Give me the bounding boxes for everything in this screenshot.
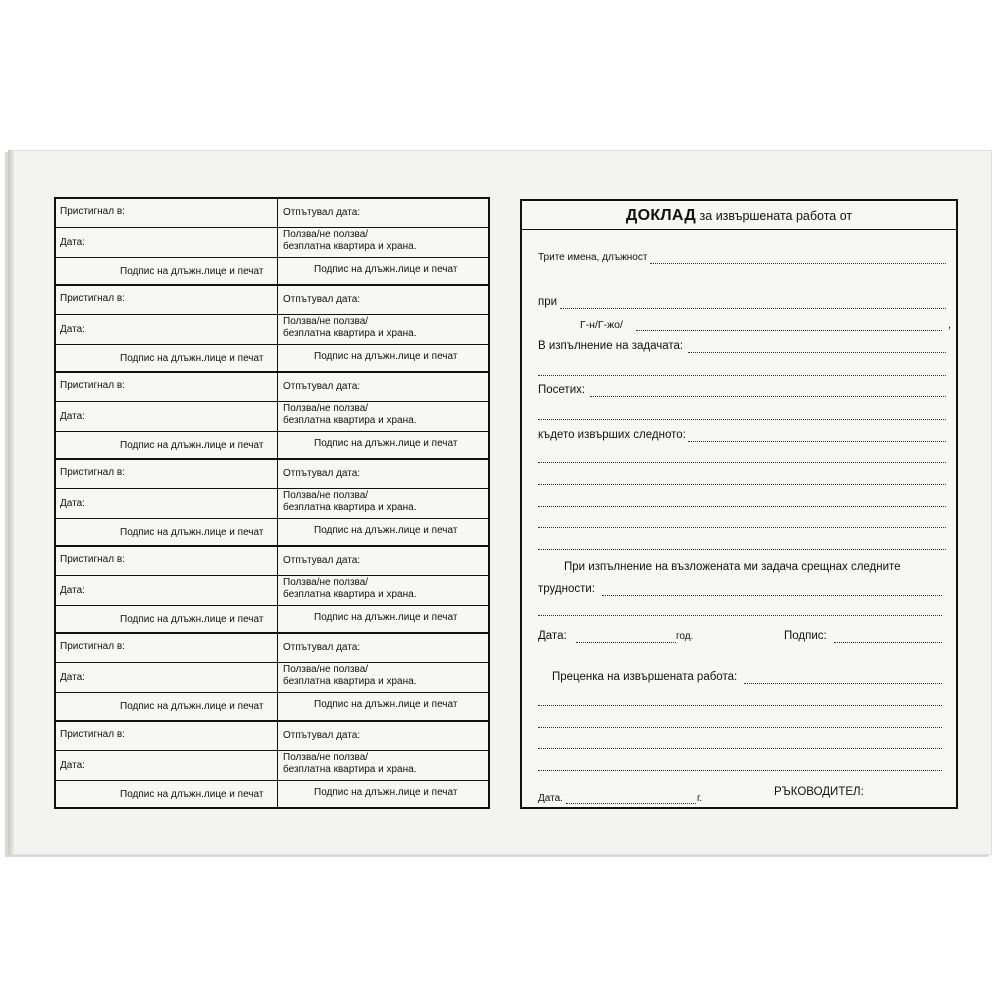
at-field[interactable] <box>560 308 946 309</box>
date-label: Дата: <box>60 585 85 597</box>
benefit-line2: безплатна квартира и храна. <box>283 589 417 601</box>
stamp-block <box>56 634 488 721</box>
column-divider <box>277 286 278 371</box>
names-label: Трите имена, длъжност <box>538 252 648 263</box>
signature-right-label: Подпис на длъжн.лице и печат <box>314 351 458 363</box>
assessment-label: Преценка на извършената работа: <box>552 671 738 683</box>
difficulties-label-line1: При изпълнение на възложената ми задача срещнах следните <box>564 561 901 573</box>
benefit-line2: безплатна квартира и храна. <box>283 415 417 427</box>
year-suffix: год. <box>676 631 694 642</box>
signature-right-label: Подпис на длъжн.лице и печат <box>314 264 458 275</box>
departed-label: Отпътувал дата: <box>283 555 361 567</box>
report-title-rest: за извършената работа от <box>696 209 853 223</box>
row-date <box>56 488 488 519</box>
where-field-5[interactable] <box>538 527 946 528</box>
date-label: Дата: <box>60 759 85 771</box>
signature-left-label: Подпис на длъжн.лице и печат <box>120 527 264 539</box>
date-label: Дата: <box>538 630 567 642</box>
mr-mrs-label: Г-н/Г-жо/ <box>580 319 623 331</box>
arrived-label: Пристигнал в: <box>60 554 125 566</box>
difficulties-label-line2: трудности: <box>538 583 595 595</box>
task-label: В изпълнение на задачата: <box>538 340 684 352</box>
signature-left-label: Подпис на длъжн.лице и печат <box>120 440 264 452</box>
date-bottom-field[interactable] <box>566 803 696 804</box>
row-date <box>56 401 488 432</box>
date-label: Дата: <box>60 237 85 248</box>
report-title <box>522 207 956 225</box>
difficulties-field-2[interactable] <box>538 615 942 616</box>
column-divider <box>277 547 278 632</box>
signature-field[interactable] <box>834 642 942 643</box>
assessment-field-3[interactable] <box>538 727 942 728</box>
signature-right-label: Подпис на длъжн.лице и печат <box>314 699 458 711</box>
signature-left-label: Подпис на длъжн.лице и печат <box>120 788 264 800</box>
benefit-line1: Ползва/не ползва/ <box>283 316 369 328</box>
benefit-line2: безплатна квартира и храна. <box>283 328 417 340</box>
column-divider <box>277 634 278 719</box>
visited-label: Посетих: <box>538 384 586 396</box>
signature-left-label: Подпис на длъжн.лице и печат <box>120 266 264 277</box>
benefit-line1: Ползва/не ползва/ <box>283 664 369 676</box>
work-report-form <box>520 199 958 809</box>
assessment-field-1[interactable] <box>744 683 942 684</box>
benefit-line2: безплатна квартира и храна. <box>283 763 417 775</box>
signature-label: Подпис: <box>784 630 827 642</box>
date-label: Дата: <box>60 498 85 510</box>
row-date <box>56 575 488 606</box>
column-divider <box>277 460 278 545</box>
assessment-field-4[interactable] <box>538 748 942 749</box>
arrived-label: Пристигнал в: <box>60 728 125 740</box>
benefit-line1: Ползва/не ползва/ <box>283 751 369 763</box>
departed-label: Отпътувал дата: <box>283 381 361 393</box>
where-field-4[interactable] <box>538 506 946 507</box>
arrived-label: Пристигнал в: <box>60 293 125 305</box>
date-label: Дата: <box>60 672 85 684</box>
stamp-block <box>56 722 488 809</box>
arrived-label: Пристигнал в: <box>60 641 125 653</box>
row-date <box>56 750 488 781</box>
row-date <box>56 662 488 693</box>
assessment-field-5[interactable] <box>538 770 942 771</box>
departed-label: Отпътувал дата: <box>283 729 361 741</box>
task-field-2[interactable] <box>538 375 946 376</box>
stamp-block <box>56 373 488 460</box>
difficulties-field-1[interactable] <box>602 595 942 596</box>
arrived-label: Пристигнал в: <box>60 467 125 479</box>
signature-left-label: Подпис на длъжн.лице и печат <box>120 353 264 365</box>
at-label: при <box>538 296 558 308</box>
benefit-line1: Ползва/не ползва/ <box>283 577 369 589</box>
row-date <box>56 314 488 345</box>
date-field[interactable] <box>576 642 676 643</box>
signature-right-label: Подпис на длъжн.лице и печат <box>314 786 458 798</box>
names-field[interactable] <box>650 263 946 264</box>
column-divider <box>277 722 278 809</box>
benefit-line2: безплатна квартира и храна. <box>283 502 417 514</box>
title-rule <box>522 229 956 230</box>
benefit-line1: Ползва/не ползва/ <box>283 490 369 502</box>
stamp-block <box>56 547 488 634</box>
stamp-block <box>56 199 488 286</box>
date-label: Дата: <box>60 324 85 336</box>
departed-label: Отпътувал дата: <box>283 207 361 218</box>
signature-right-label: Подпис на длъжн.лице и печат <box>314 438 458 450</box>
benefit-line2: безплатна квартира и храна. <box>283 676 417 688</box>
assessment-field-2[interactable] <box>538 705 942 706</box>
departed-label: Отпътувал дата: <box>283 468 361 480</box>
report-title-bold: ДОКЛАД <box>625 207 697 224</box>
signature-right-label: Подпис на длъжн.лице и печат <box>314 612 458 624</box>
stamp-block <box>56 460 488 547</box>
manager-label: РЪКОВОДИТЕЛ: <box>774 786 864 798</box>
signature-right-label: Подпис на длъжн.лице и печат <box>314 525 458 537</box>
row-date <box>56 227 488 258</box>
signature-left-label: Подпис на длъжн.лице и печат <box>120 614 264 626</box>
visited-field-1[interactable] <box>590 396 946 397</box>
where-field-6[interactable] <box>538 549 946 550</box>
task-field-1[interactable] <box>688 352 946 353</box>
mr-mrs-comma: , <box>948 319 952 331</box>
benefit-line2: безплатна квартира и храна. <box>283 241 417 252</box>
date-bottom-suffix: г. <box>697 793 703 804</box>
stamp-block <box>56 286 488 373</box>
benefit-line1: Ползва/не ползва/ <box>283 403 369 415</box>
signature-left-label: Подпис на длъжн.лице и печат <box>120 701 264 713</box>
mr-mrs-field[interactable] <box>636 330 942 331</box>
date-label: Дата: <box>60 411 85 423</box>
date-bottom-label: Дата. <box>538 793 563 804</box>
travel-stamp-form <box>54 197 490 809</box>
arrived-label: Пристигнал в: <box>60 380 125 392</box>
where-field-3[interactable] <box>538 484 946 485</box>
where-field-2[interactable] <box>538 462 946 463</box>
arrived-label: Пристигнал в: <box>60 206 125 217</box>
benefit-line1: Ползва/не ползва/ <box>283 229 369 240</box>
where-label: където извърших следното: <box>538 429 686 441</box>
column-divider <box>277 199 278 284</box>
column-divider <box>277 373 278 458</box>
departed-label: Отпътувал дата: <box>283 294 361 306</box>
visited-field-2[interactable] <box>538 419 946 420</box>
departed-label: Отпътувал дата: <box>283 642 361 654</box>
where-field-1[interactable] <box>688 441 946 442</box>
